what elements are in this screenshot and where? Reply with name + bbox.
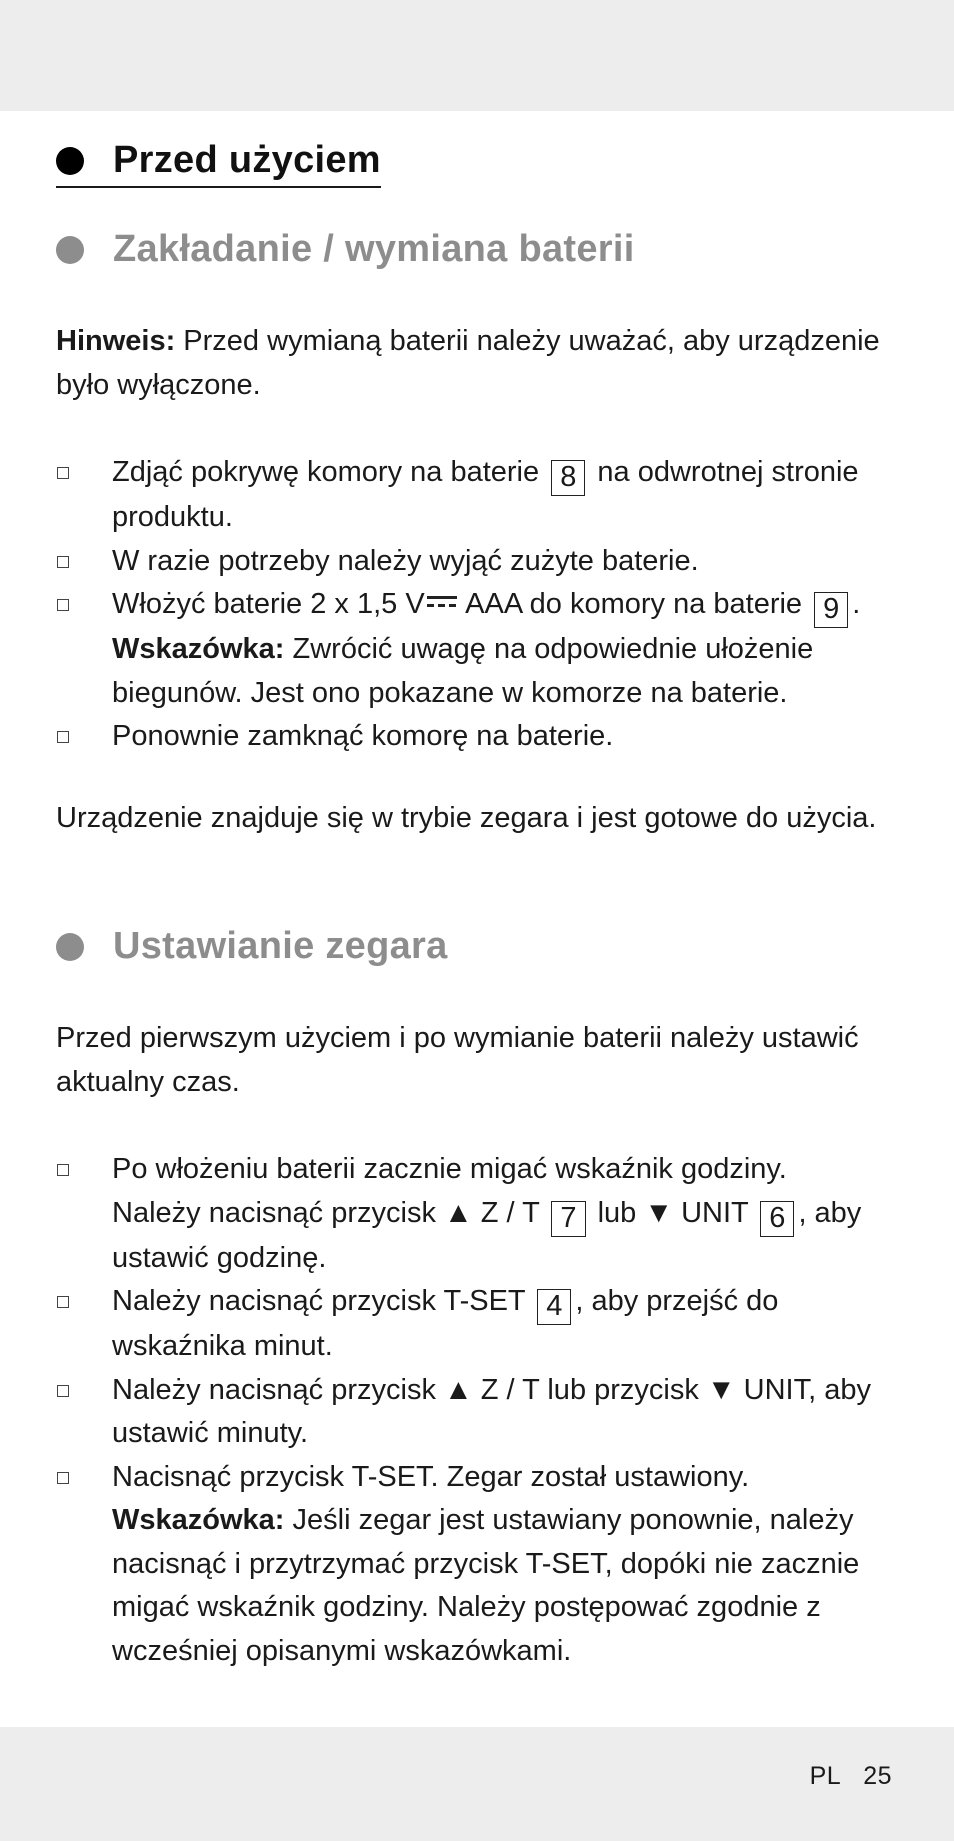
reference-number: 8 <box>551 460 585 496</box>
list-item <box>56 1369 902 1456</box>
bullet-icon <box>56 236 84 264</box>
step-text: Włożyć baterie 2 x 1,5 V <box>112 588 425 620</box>
hint-text: Jeśli zegar jest ustawiany ponownie, należy nacisnąć i przytrzymać przycisk T-SET, dopóki nie zacznie migać wskaźnik godziny. Należy postępować zgodnie z wcześniej opisanymi wskazówkami. <box>112 1504 860 1667</box>
step-text: . <box>852 588 861 620</box>
heading-main <box>56 139 381 188</box>
checkbox-square-icon <box>57 556 69 568</box>
reference-number: 6 <box>760 1201 794 1237</box>
step-text: Należy nacisnąć przycisk ▲ Z / T lub przycisk ▼ UNIT, aby ustawić minuty. <box>112 1373 871 1449</box>
list-item <box>56 1456 902 1674</box>
page-number: 25 <box>863 1762 892 1790</box>
checkbox-square-icon <box>57 467 69 479</box>
checkbox-square-icon <box>57 1472 69 1484</box>
step-text: Po włożeniu baterii zacznie migać wskaźnik godziny. <box>112 1153 787 1185</box>
checkbox-square-icon <box>57 1164 69 1176</box>
section-title: Ustawianie zegara <box>113 925 448 967</box>
checkbox-square-icon <box>57 1385 69 1397</box>
reference-number: 9 <box>814 592 848 628</box>
page-footer <box>810 1762 892 1791</box>
battery-steps <box>56 451 902 759</box>
bullet-icon <box>56 933 84 961</box>
step-text: Zdjąć pokrywę komory na baterie <box>112 456 540 488</box>
step-text: Nacisnąć przycisk T-SET. Zegar został ustawiony. <box>112 1460 750 1493</box>
hint-label: Wskazówka: <box>112 1504 285 1536</box>
note-text: Przed wymianą baterii należy uważać, aby urządzenie było wyłączone. <box>56 325 880 401</box>
list-item <box>56 715 902 759</box>
step-text: na odwrotnej stronie produktu. <box>112 456 859 533</box>
dc-symbol-icon <box>427 595 457 609</box>
section-heading-clock <box>56 925 448 968</box>
step-text: W razie potrzeby należy wyjąć zużyte baterie. <box>112 544 699 577</box>
step-text: Należy nacisnąć przycisk T-SET <box>112 1285 526 1317</box>
step-text: Należy nacisnąć przycisk ▲ Z / T <box>112 1196 540 1229</box>
list-item <box>56 1280 902 1369</box>
step-text: lub ▼ UNIT <box>597 1196 749 1229</box>
step-text: AAA do komory na baterie <box>458 588 803 620</box>
section-heading-batteries <box>56 228 635 271</box>
bullet-icon <box>56 147 84 175</box>
reference-number: 4 <box>537 1289 571 1325</box>
checkbox-square-icon <box>57 599 69 611</box>
top-band <box>0 0 954 111</box>
reference-number: 7 <box>551 1201 585 1237</box>
list-item <box>56 1148 902 1280</box>
list-item <box>56 583 902 715</box>
hint-text: Zwrócić uwagę na odpowiednie ułożenie biegunów. Jest ono pokazane w komorze na baterie. <box>112 633 814 709</box>
list-item <box>56 451 902 540</box>
hint-label: Wskazówka: <box>112 633 285 665</box>
checkbox-square-icon <box>57 731 69 743</box>
checkbox-square-icon <box>57 1296 69 1308</box>
note-paragraph <box>56 320 902 407</box>
clock-steps <box>56 1148 902 1673</box>
step-text: , aby ustawić godzinę. <box>112 1196 862 1274</box>
language-code: PL <box>809 1762 842 1790</box>
closing-paragraph: Urządzenie znajduje się w trybie zegara i jest gotowe do użycia. <box>56 802 877 834</box>
note-label: Hinweis: <box>56 325 176 357</box>
intro-paragraph: Przed pierwszym użyciem i po wymianie baterii należy ustawić aktualny czas. <box>56 1022 859 1098</box>
list-item <box>56 540 902 584</box>
step-text: , aby przejść do wskaźnika minut. <box>112 1285 779 1362</box>
heading-main-text: Przed użyciem <box>113 139 381 181</box>
section-title: Zakładanie / wymiana baterii <box>113 228 635 270</box>
step-text: Ponownie zamknąć komorę na baterie. <box>112 720 614 752</box>
